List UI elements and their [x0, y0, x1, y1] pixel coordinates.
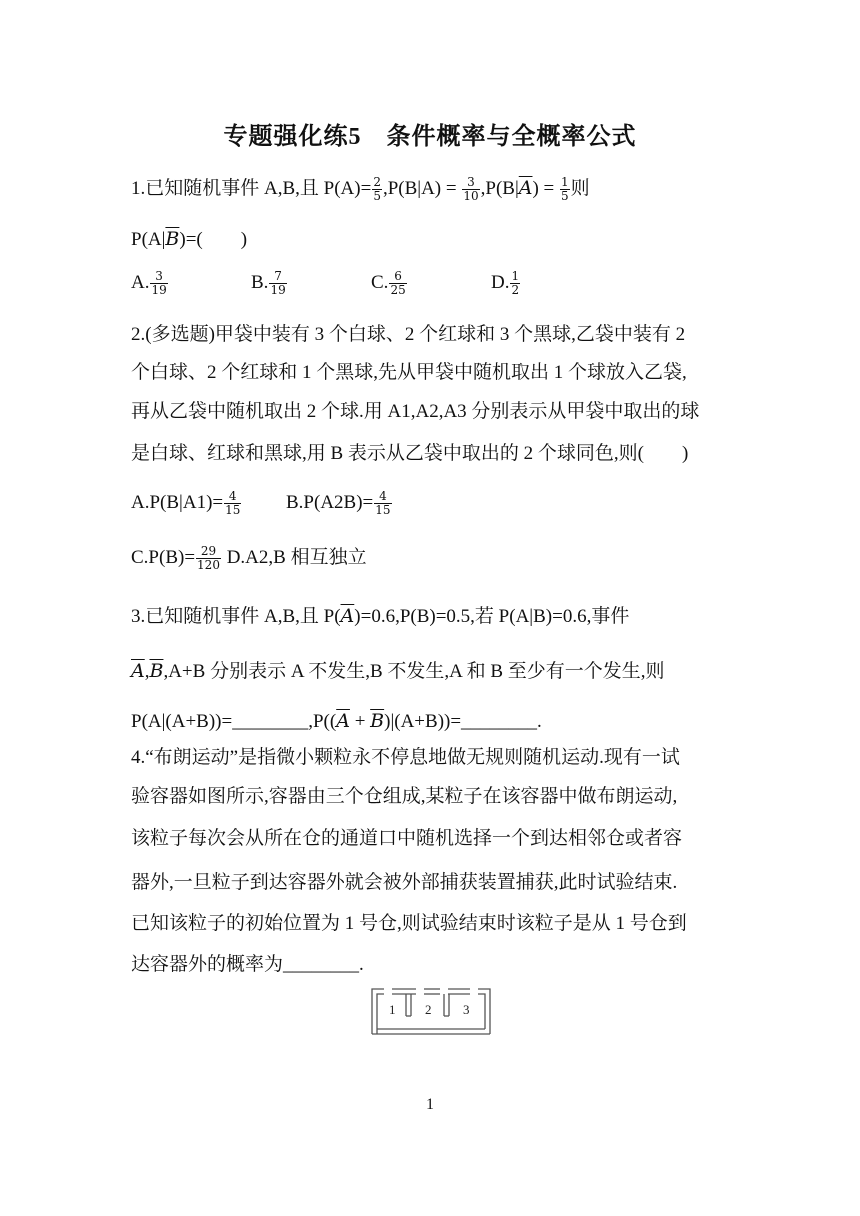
container-diagram [370, 986, 492, 1036]
fraction: $\frac{1}{5}$ [561, 175, 569, 204]
q3-line-2: $\overline{A},\overline{B},A+B$ 分别表示 A 不发生,B 不发生,A 和 B 至少有一个发生,则 [131, 660, 665, 682]
q4-line-1: 4.“布朗运动”是指微小颗粒永不停息地做无规则随机运动.现有一试 [131, 747, 680, 768]
q1-option-b: B. $\frac{7}{19}$ [251, 269, 286, 297]
q2-line-1: 2.(多选题)甲袋中装有 3 个白球、2 个红球和 3 个黑球,乙袋中装有 2 [131, 324, 686, 345]
q1-option-a: A. $\frac{3}{19}$ [131, 269, 167, 297]
chamber-2-label: 2 [425, 1002, 432, 1017]
q1-text: P(A| [131, 229, 166, 250]
b-bar: $\overline{B}$ [370, 710, 385, 732]
q3-line-1: 3.已知随机事件 A,B,且 $P(\overline{A})=0.6,P(B)=0.5$,若 P(A|B)=0.6,事件 [131, 605, 630, 627]
q3-line-3: $P(A|(A+B))=\_\_\_\_\_\_\_\_,P((\overline{A}$ + $\overline{B})|(A+B))=\_\_\_\_\_\_\_\_$. [131, 710, 542, 732]
a-bar: $\overline{A}$ [336, 710, 350, 732]
chamber-1-label: 1 [389, 1002, 396, 1017]
q4-line-2: 验容器如图所示,容器由三个仓组成,某粒子在该容器中做布朗运动, [131, 786, 678, 807]
page-title: 专题强化练5 条件概率与全概率公式 [223, 124, 637, 150]
q1-text: 则 [570, 178, 590, 199]
b-bar: $\overline{B}$ [149, 660, 164, 682]
q1-text: ,P(B| [480, 178, 519, 199]
q2-line-2: 个白球、2 个红球和 1 个黑球,先从甲袋中随机取出 1 个球放入乙袋, [131, 362, 687, 383]
q4-line-3: 该粒子每次会从所在仓的通道口中随机选择一个到达相邻仓或者容 [131, 828, 683, 849]
q4-line-6: 达容器外的概率为________. [131, 954, 364, 975]
q2-options-cd [131, 545, 367, 572]
q1-text: ,P(B|A) = [382, 178, 462, 199]
a-bar: $\overline{A}$ [131, 660, 145, 682]
q1-line-2 [131, 227, 247, 252]
q2-line-4: 是白球、红球和黑球,用 B 表示从乙袋中取出的 2 个球同色,则( ) [131, 443, 689, 464]
q1-text: ) = [532, 178, 560, 199]
a-bar: $\overline{A}$ [340, 605, 355, 627]
q2-option-a: A.P(B|A1)= $\frac{4}{15}$ [131, 489, 241, 517]
q4-line-4: 器外,一旦粒子到达容器外就会被外部捕获装置捕获,此时试验结束. [131, 872, 678, 893]
fraction: $\frac{2}{5}$ [373, 175, 381, 204]
chamber-3-label: 3 [463, 1002, 470, 1017]
b-bar: $\overline{B}$ [165, 228, 180, 250]
q2-option-c: C.P(B)= $\frac{29}{120}$ [131, 544, 220, 572]
q1-line-1 [131, 176, 590, 203]
q1-text: )=( ) [179, 229, 248, 250]
q2-line-3: 再从乙袋中随机取出 2 个球.用 A1,A2,A3 分别表示从甲袋中取出的球 [131, 401, 700, 422]
a-bar: $\overline{A}$ [518, 177, 533, 199]
q1-text: 1.已知随机事件 A,B,且 P(A)= [131, 178, 372, 199]
fraction: $\frac{3}{10}$ [463, 175, 479, 204]
q2-option-b: B.P(A2B)= $\frac{4}{15}$ [286, 489, 391, 517]
q1-option-d: D. $\frac{1}{2}$ [491, 269, 520, 297]
q4-line-5: 已知该粒子的初始位置为 1 号仓,则试验结束时该粒子是从 1 号仓到 [131, 913, 687, 934]
q2-option-d: D.A2,B 相互独立 [226, 546, 367, 568]
q1-option-c: C. $\frac{6}{25}$ [371, 269, 406, 297]
q2-options-ab [131, 489, 391, 517]
page-number: 1 [426, 1096, 434, 1113]
